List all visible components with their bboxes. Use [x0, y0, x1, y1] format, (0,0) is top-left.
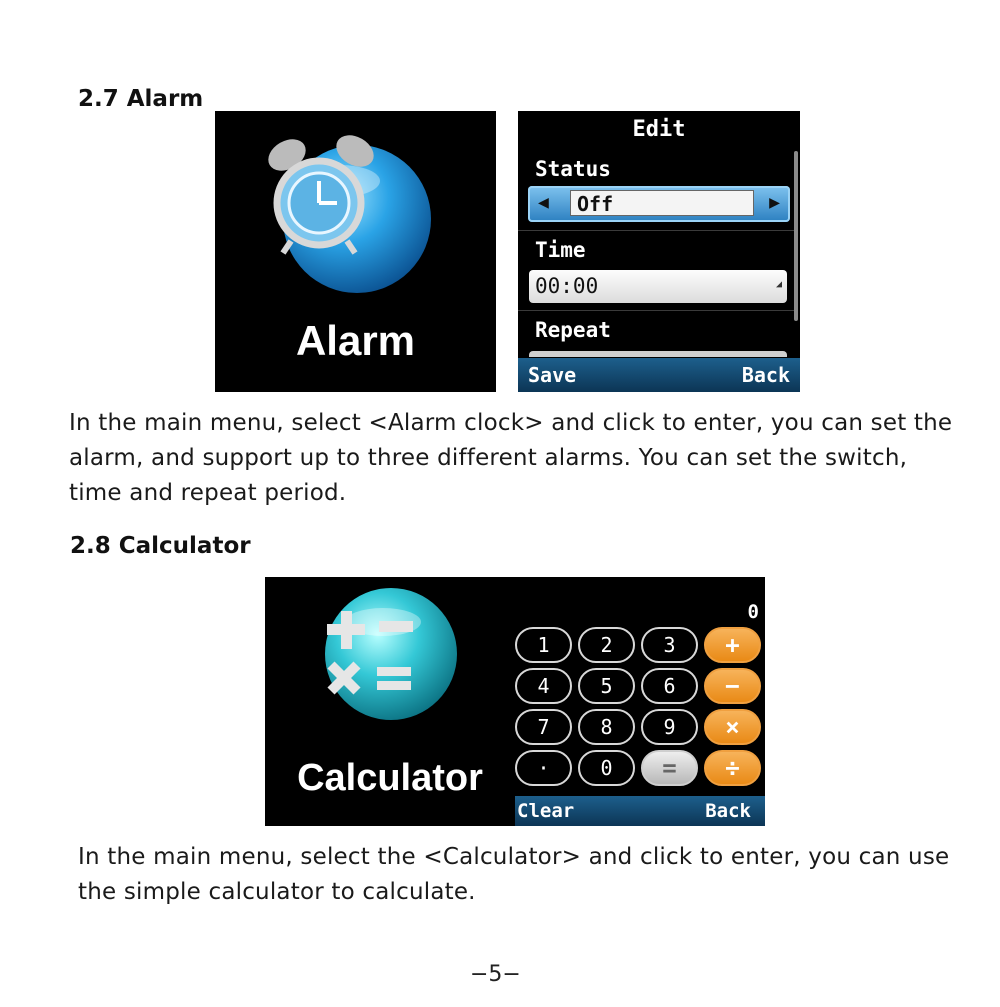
paragraph-line: time and repeat period.	[69, 480, 347, 506]
paragraph-line: In the main menu, select the <Calculator> and click to enter, you can use	[78, 844, 950, 870]
repeat-label: Repeat	[535, 318, 611, 342]
key-plus[interactable]: +	[704, 627, 761, 663]
page-number: −5−	[470, 962, 521, 987]
time-value: 00:00	[535, 274, 599, 298]
softkey-bar	[515, 796, 765, 826]
paragraph-line: In the main menu, select <Alarm clock> and click to enter, you can set the	[69, 410, 953, 436]
back-button[interactable]: Back	[741, 363, 790, 387]
status-label: Status	[535, 157, 611, 181]
chevron-right-icon[interactable]: ▶	[769, 192, 780, 213]
key-6[interactable]: 6	[641, 668, 698, 704]
key-1[interactable]: 1	[515, 627, 572, 663]
calculator-screen	[265, 577, 765, 826]
time-label: Time	[535, 238, 586, 262]
key-7[interactable]: 7	[515, 709, 572, 745]
key-5[interactable]: 5	[578, 668, 635, 704]
softkey-bar	[518, 358, 800, 392]
key-minus[interactable]: −	[704, 668, 761, 704]
section-heading-alarm: 2.7 Alarm	[78, 86, 204, 112]
calculator-icon-caption: Calculator	[297, 757, 483, 799]
key-2[interactable]: 2	[578, 627, 635, 663]
key-decimal[interactable]: ·	[515, 750, 572, 786]
back-button[interactable]: Back	[705, 800, 751, 822]
alarm-description	[69, 406, 952, 511]
key-divide[interactable]: ÷	[704, 750, 761, 786]
scrollbar[interactable]	[794, 151, 798, 321]
save-button[interactable]: Save	[528, 363, 577, 387]
key-3[interactable]: 3	[641, 627, 698, 663]
key-0[interactable]: 0	[578, 750, 635, 786]
calculator-description	[78, 840, 949, 910]
key-8[interactable]: 8	[578, 709, 635, 745]
alarm-edit-screen	[518, 111, 800, 392]
divider	[518, 310, 794, 311]
time-field[interactable]	[529, 270, 787, 303]
paragraph-line: alarm, and support up to three different alarms. You can set the switch,	[69, 445, 908, 471]
resize-corner-icon: ◢	[775, 279, 782, 290]
key-4[interactable]: 4	[515, 668, 572, 704]
calculator-display: 0	[747, 601, 759, 623]
screen-title: Edit	[632, 117, 686, 142]
key-multiply[interactable]: ×	[704, 709, 761, 745]
section-heading-calculator: 2.8 Calculator	[70, 533, 251, 559]
key-equals[interactable]: =	[641, 750, 698, 786]
key-9[interactable]: 9	[641, 709, 698, 745]
chevron-left-icon[interactable]: ◀	[538, 192, 549, 213]
divider	[518, 230, 794, 231]
alarm-icon-caption: Alarm	[295, 317, 416, 364]
status-value: Off	[570, 190, 754, 216]
alarm-app-icon	[215, 111, 496, 392]
paragraph-line: the simple calculator to calculate.	[78, 879, 476, 905]
status-selector[interactable]	[528, 186, 790, 222]
repeat-field[interactable]	[529, 351, 787, 357]
clear-button[interactable]: Clear	[517, 800, 575, 822]
